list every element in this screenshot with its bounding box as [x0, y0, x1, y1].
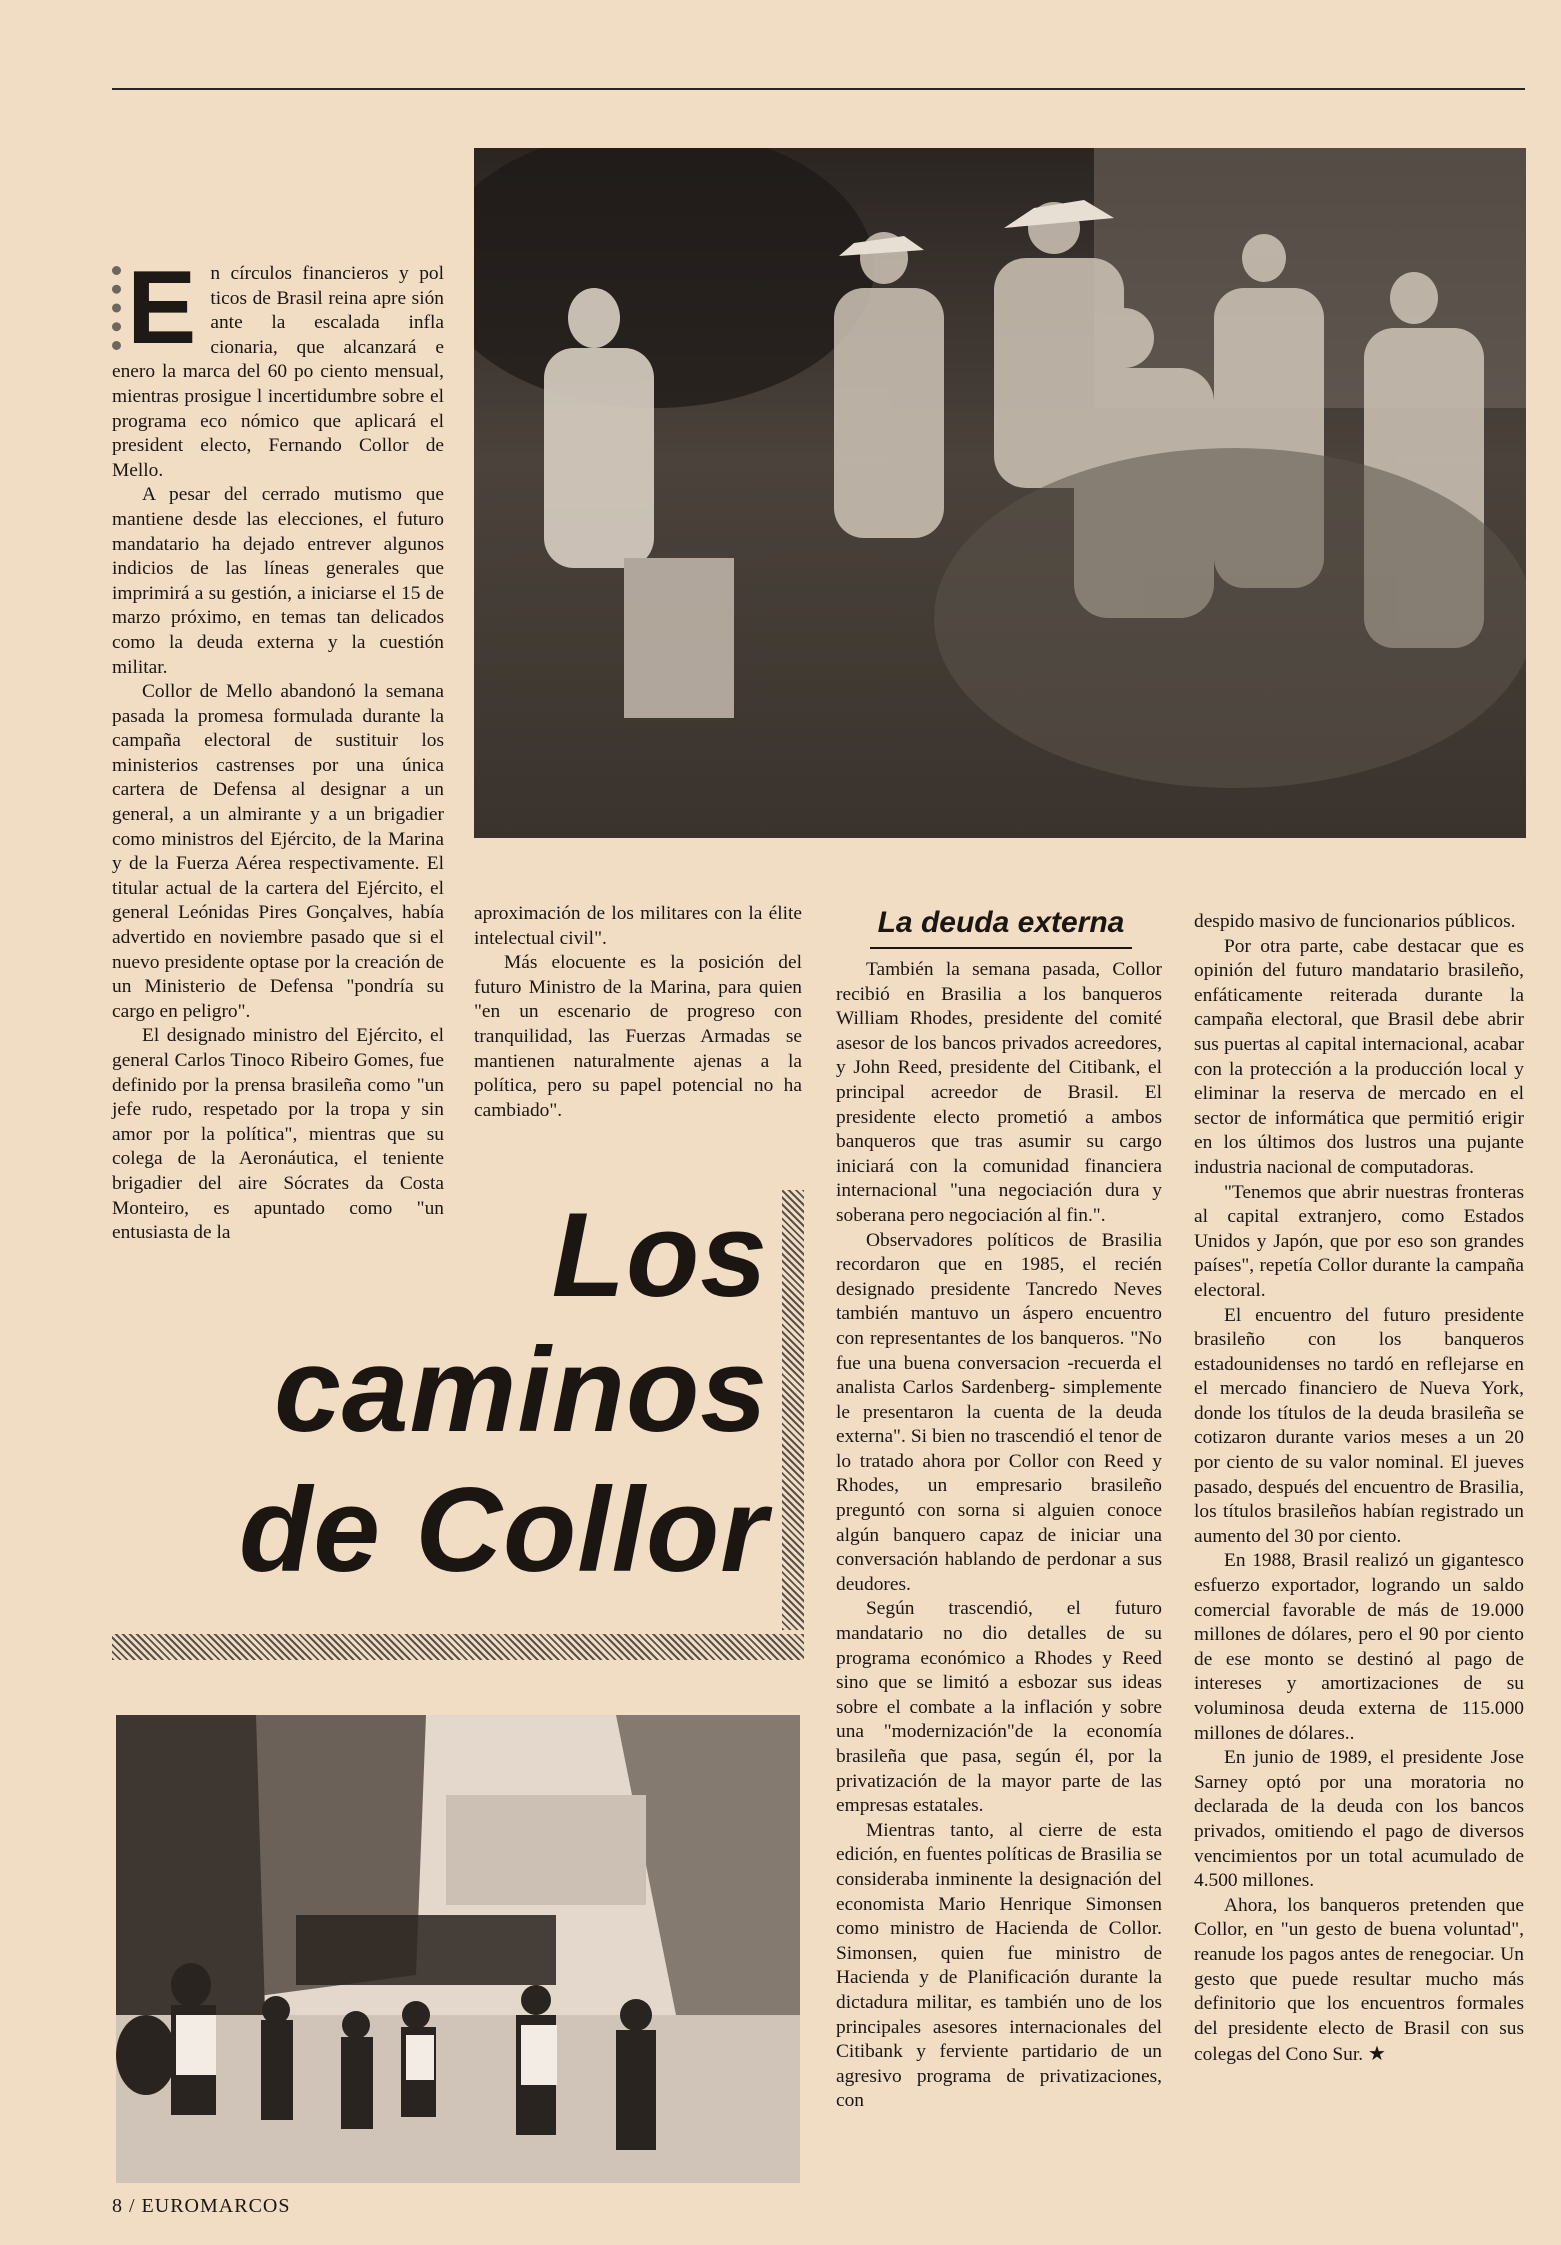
col3-paragraph-2: Observadores políticos de Brasilia recordaron que en 1985, el recién designado presidente Tancredo Neves también mantuvo un áspero encuentro con representantes de los banqueros. "No fue una buena conversacion -recuerda el analista Carlos Sardenberg- simplemente le presentaron la cuenta de la deuda externa". Si bien no trascendió el tenor de lo tratado ahora por Collor con Reed y Rhodes, un empresario brasileño preguntó con sorna si alguien conoce algún banquero capaz de iniciar una conversación hablando de perdonar a sus deudores. [836, 1229, 1162, 1595]
section-subhead: La deuda externa [870, 903, 1132, 949]
col2-paragraph-2: Más elocuente es la posición del futuro Ministro de la Marina, para quien "en un escenario de progreso con tranquilidad, las Fuerzas Armadas se mantienen naturalmente ajenas a la política, pero su papel potencial no ha cambiado". [474, 952, 802, 1121]
col3-paragraph-3: Según trascendió, el futuro mandatario no dio detalles de su programa económico a Rhodes y Reed sino que se limitó a esbozar sus ideas sobre el combate a la inflación y sobre una "modernización"de la economía brasileña que pasa, según él, por la privatización de la mayor parte de las empresas estatales. [836, 1598, 1162, 1817]
headline-line-3: de Collor [238, 1463, 768, 1597]
bottom-photo [116, 1715, 800, 2183]
headline-line-2: caminos [274, 1323, 768, 1457]
col4-paragraph-2: Por otra parte, cabe destacar que es opinión del futuro mandatario brasileño, enfáticamente reiterada durante la campaña electoral, que Brasil debe abrir sus puertas al capital internacional, acabar con la protección a la producción local y eliminar la reserva de mercado en el sector de informática que permitió erigir en los últimos dos lustros una pujante industria nacional de computadoras. [1194, 935, 1524, 1178]
col3-paragraph-4: Mientras tanto, al cierre de esta edición, en fuentes políticas de Brasilia se consideraba inminente la designación del economista Mario Henrique Simonsen como ministro de Hacienda de Collor. Simonsen, quien fue ministro de Hacienda y de Planificación durante la dictadura militar, es también uno de los principales asesores internacionales del Citibank y ferviente partidario de un agresivo programa de privatizaciones, con [836, 1819, 1162, 2112]
col1-paragraph-4: El designado ministro del Ejército, el general Carlos Tinoco Ribeiro Gomes, fue definido por la prensa brasileña como "un jefe rudo, respetado por la tropa y sin amor por la política", mientras que su colega de la Aeronáutica, el teniente brigadier del aire Sócrates da Costa Monteiro, es apuntado como "un entusiasta de la [112, 1025, 444, 1244]
headline-line-1: Los [551, 1188, 768, 1322]
headline-hatch-bottom [112, 1634, 804, 1660]
article-column-3 [836, 958, 1162, 2114]
col4-paragraph-4: El encuentro del futuro presidente brasileño con los banqueros estadounidenses no tardó en reflejarse en el mercado financiero de Nueva York, donde los títulos de la deuda brasileña se cotizaron durante varios meses a un 20 por ciento de su valor nominal. El jueves pasado, después del encuentro de Brasilia, los títulos brasileños habían registrado un aumento del 30 por ciento. [1194, 1304, 1524, 1547]
col4-paragraph-7-text: Ahora, los banqueros pretenden que Collor, en "un gesto de buena voluntad", reanude los pagos antes de renegociar. Un gesto que puede resultar mucho más definitorio que los encuentros formales del presidente electo de Brasil con sus colegas del Cono Sur. [1194, 1894, 1524, 2066]
top-rule [112, 88, 1525, 90]
article-column-1 [112, 250, 444, 1246]
article-column-2 [474, 902, 802, 1123]
col4-paragraph-5: En 1988, Brasil realizó un gigantesco esfuerzo exportador, logrando un saldo comercial favorable de más de 19.000 millones de dólares, pero el 90 por ciento de ese monto se destinó al pago de intereses y amortizaciones de su voluminosa deuda externa de 115.000 millones de dólares.. [1194, 1550, 1524, 1744]
col4-paragraph-1: despido masivo de funcionarios públicos. [1194, 911, 1516, 932]
top-photo-image [474, 148, 1526, 838]
col1-paragraph-2: A pesar del cerrado mutismo que mantiene desde las elecciones, el futuro mandatario ha dejado entrever algunos indicios de las líneas generales que imprimirá a su gestión, a iniciarse el 15 de marzo próximo, en temas tan delicados como la deuda externa y la cuestión militar. [112, 484, 444, 678]
headline-hatch-right [782, 1190, 804, 1630]
end-mark-star-icon: ★ [1367, 2041, 1386, 2066]
top-photo [474, 148, 1526, 838]
col1-paragraph-3: Collor de Mello abandonó la semana pasada la promesa formulada durante la campaña electoral de sustituir los ministerios castrenses por una única cartera de Defensa al designar a un general, a un almirante y a un brigadier como ministros del Ejército, de la Marina y de la Fuerza Aérea respectivamente. El titular actual de la cartera del Ejército, el general Leónidas Pires Gonçalves, había advertido en noviembre pasado que si el nuevo presidente optase por la creación de un Ministerio de Defensa "pondría su cargo en peligro". [112, 681, 444, 1022]
col4-paragraph-6: En junio de 1989, el presidente Jose Sarney optó por una moratoria no declarada de la deuda con los bancos privados, omitiendo el pago de diversos vencimientos por un total acumulado de 4.500 millones. [1194, 1747, 1524, 1892]
bottom-photo-image [116, 1715, 800, 2183]
col3-paragraph-1: También la semana pasada, Collor recibió en Brasilia a los banqueros William Rhodes, presidente del comité asesor de los bancos privados acreedores, y John Reed, presidente del Citibank, el principal acreedor de Brasil. El presidente electo prometió a ambos banqueros que tras asumir su cargo iniciará con la comunidad financiera internacional "una negociación dura y soberana pero negociación al fin.". [836, 959, 1162, 1226]
col1-paragraph-1: n círculos financieros y pol ticos de Brasil reina apre sión ante la escalada infla cionaria, que alcanzará e enero la marca del 60 po ciento mensual, mientras prosigue l incertidumbre sobre el programa eco nómico que aplicará el president electo, Fernando Collor de Mello. [112, 263, 444, 481]
col2-paragraph-1: aproximación de los militares con la élite intelectual civil". [474, 903, 802, 949]
col4-paragraph-3: "Tenemos que abrir nuestras fronteras al capital extranjero, como Estados Unidos y Japón, que por eso son grandes países", repetía Collor durante la campaña electoral. [1194, 1181, 1524, 1301]
page-footer: 8 / EUROMARCOS [112, 2195, 291, 2217]
drop-cap: E [112, 266, 200, 350]
article-column-4 [1194, 910, 1524, 2068]
headline-block [112, 1190, 804, 1660]
col4-paragraph-7 [1194, 1894, 1524, 2068]
